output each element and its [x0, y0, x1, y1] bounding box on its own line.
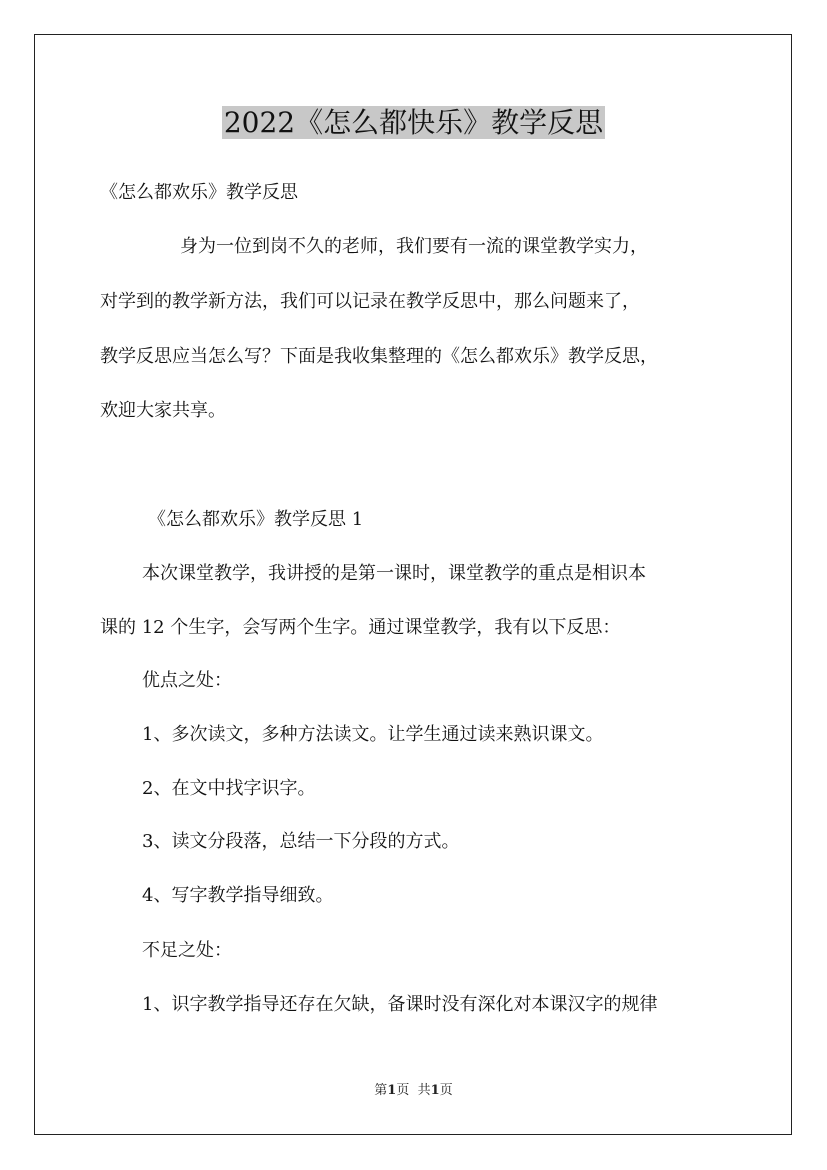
body-line-3: 优点之处：	[142, 670, 232, 691]
document-title: 2022《怎么都快乐》教学反思	[223, 106, 604, 139]
intro-line-3: 教学反思应当怎么写？下面是我收集整理的《怎么都欢乐》教学反思，	[100, 346, 658, 367]
body-line-6: 3、读文分段落，总结一下分段的方式。	[142, 831, 460, 852]
subtitle: 《怎么都欢乐》教学反思	[100, 182, 298, 203]
intro-line-4: 欢迎大家共享。	[100, 400, 226, 421]
body-line-9: 1、识字教学指导还存在欠缺，备课时没有深化对本课汉字的规律	[142, 994, 658, 1015]
body-line-7: 4、写字教学指导细致。	[142, 885, 334, 906]
intro-line-1: 身为一位到岗不久的老师，我们要有一流的课堂教学实力，	[180, 236, 648, 257]
section-heading: 《怎么都欢乐》教学反思 1	[148, 509, 364, 530]
body-line-4: 1、多次读文，多种方法读文。让学生通过读来熟识课文。	[142, 724, 604, 745]
page-footer: 第1页 共1页	[374, 1083, 453, 1098]
body-line-1: 本次课堂教学，我讲授的是第一课时，课堂教学的重点是相识本	[142, 563, 646, 584]
body-line-8: 不足之处：	[142, 940, 232, 961]
body-line-5: 2、在文中找字识字。	[142, 778, 316, 799]
intro-line-2: 对学到的教学新方法，我们可以记录在教学反思中，那么问题来了，	[100, 291, 640, 312]
body-line-2: 课的 12 个生字，会写两个生字。通过课堂教学，我有以下反思：	[100, 617, 621, 638]
